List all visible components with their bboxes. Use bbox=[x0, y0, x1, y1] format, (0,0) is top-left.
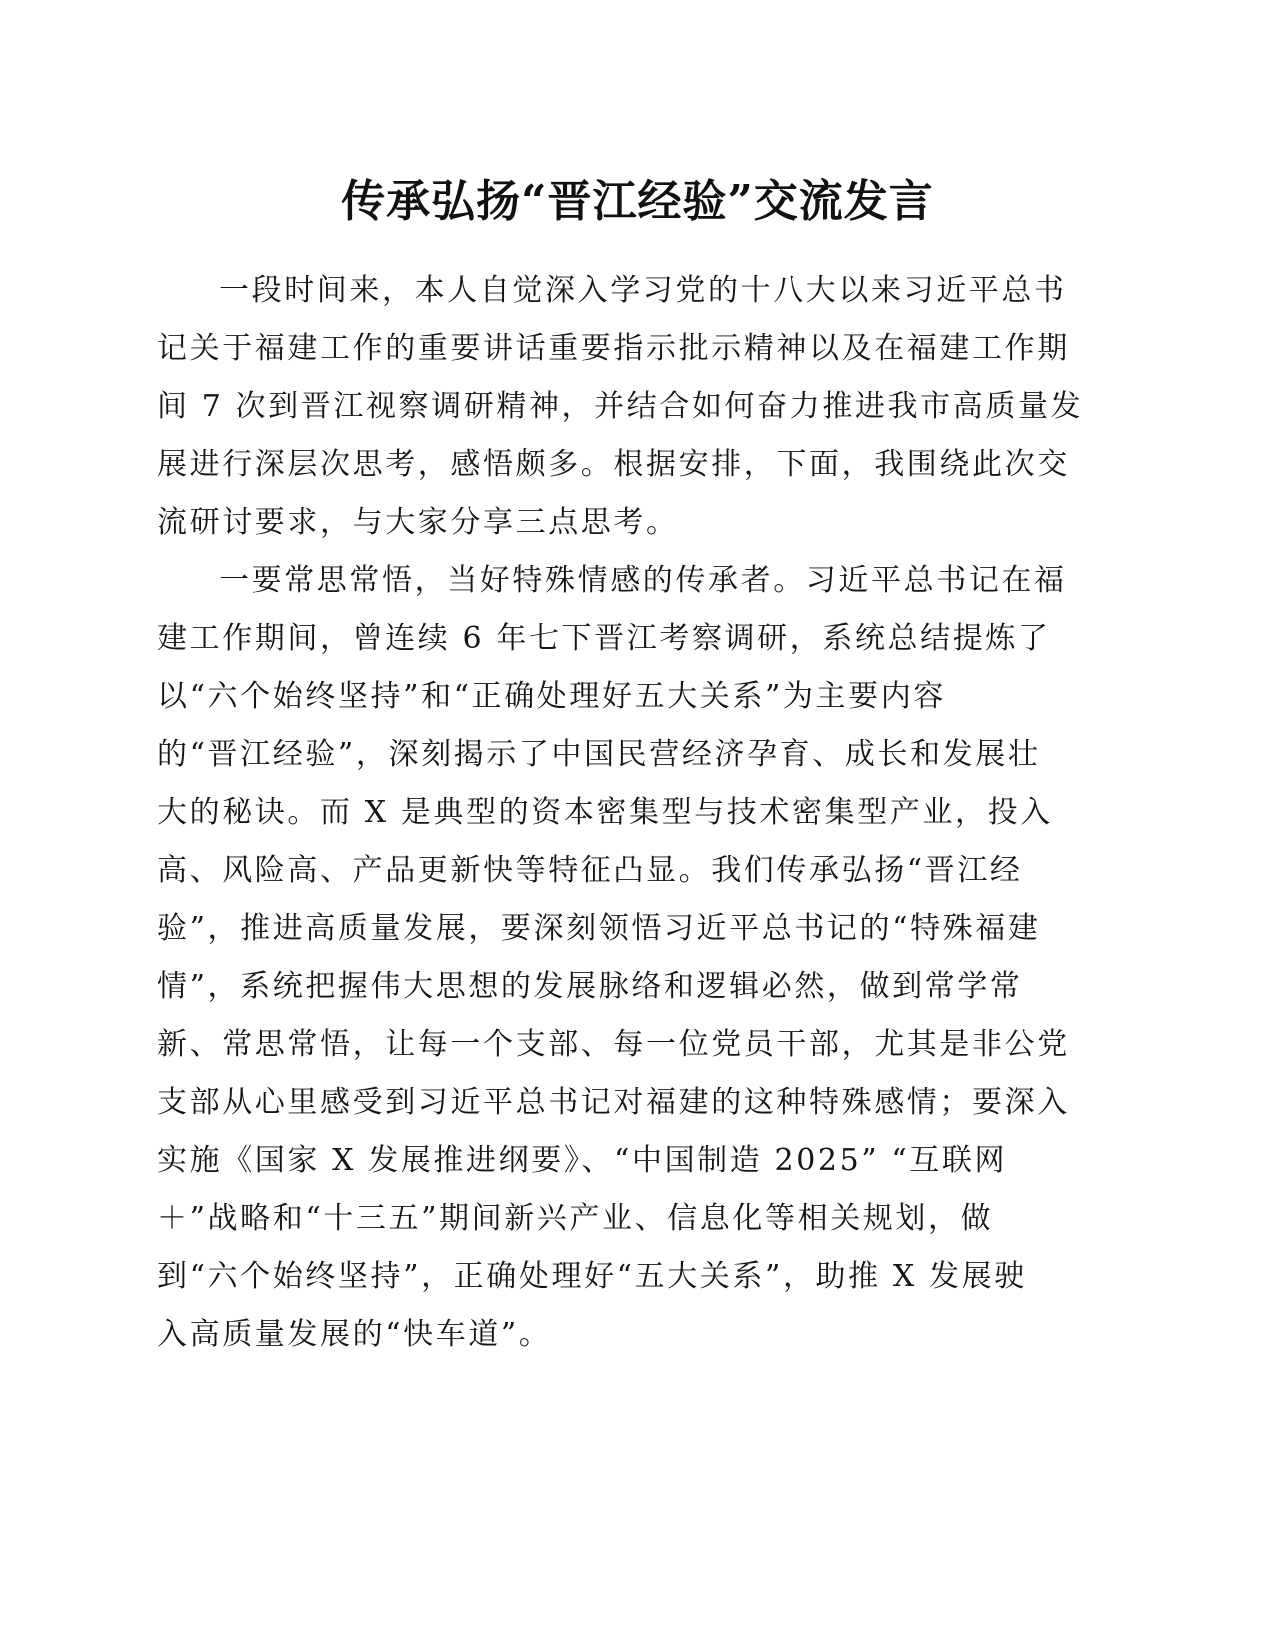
paragraph-2-line-1: 一要常思常悟，当好特殊情感的传承者。习近平总书记在福 bbox=[219, 563, 1067, 598]
paragraph-2-line-12: ＋”战略和“十三五”期间新兴产业、信息化等相关规划，做 bbox=[157, 1201, 994, 1236]
paragraph-2-line-5: 大的秘诀。而 X 是典型的资本密集型与技术密集型产业，投入 bbox=[157, 795, 1053, 830]
paragraph-1-line-3: 间 7 次到晋江视察调研精神，并结合如何奋力推进我市高质量发 bbox=[157, 389, 1084, 424]
paragraph-1-line-4: 展进行深层次思考，感悟颇多。根据安排，下面，我围绕此次交 bbox=[157, 447, 1070, 482]
paragraph-2-line-11: 实施《国家 X 发展推进纲要》、“中国制造 2025” “互联网 bbox=[157, 1143, 1008, 1178]
paragraph-1-line-5: 流研讨要求，与大家分享三点思考。 bbox=[157, 505, 679, 540]
paragraph-2-line-9: 新、常思常悟，让每一个支部、每一位党员干部，尤其是非公党 bbox=[157, 1027, 1070, 1062]
paragraph-2-line-4: 的“晋江经验”，深刻揭示了中国民营经济孕育、成长和发展壮 bbox=[157, 737, 1041, 772]
paragraph-2-line-6: 高、风险高、产品更新快等特征凸显。我们传承弘扬“晋江经 bbox=[157, 853, 1023, 888]
paragraph-2-line-13: 到“六个始终坚持”，正确处理好“五大关系”，助推 X 发展驶 bbox=[157, 1259, 1027, 1294]
paragraph-1-line-1: 一段时间来，本人自觉深入学习党的十八大以来习近平总书 bbox=[219, 273, 1067, 308]
document-body bbox=[157, 262, 1092, 1364]
paragraph-2-line-3: 以“六个始终坚持”和“正确处理好五大关系”为主要内容 bbox=[157, 679, 946, 714]
paragraph-2-line-7: 验”，推进高质量发展，要深刻领悟习近平总书记的“特殊福建 bbox=[157, 911, 1041, 946]
paragraph-2-line-2: 建工作期间，曾连续 6 年七下晋江考察调研，系统总结提炼了 bbox=[157, 621, 1051, 656]
paragraph-2-line-8: 情”，系统把握伟大思想的发展脉络和逻辑必然，做到常学常 bbox=[157, 969, 1023, 1004]
paragraph-2-line-14: 入高质量发展的“快车道”。 bbox=[157, 1317, 552, 1352]
paragraph-1-line-2: 记关于福建工作的重要讲话重要指示批示精神以及在福建工作期 bbox=[157, 331, 1070, 366]
paragraph-2-line-10: 支部从心里感受到习近平总书记对福建的这种特殊感情；要深入 bbox=[157, 1085, 1070, 1120]
document-title: 传承弘扬“晋江经验”交流发言 bbox=[341, 176, 934, 227]
